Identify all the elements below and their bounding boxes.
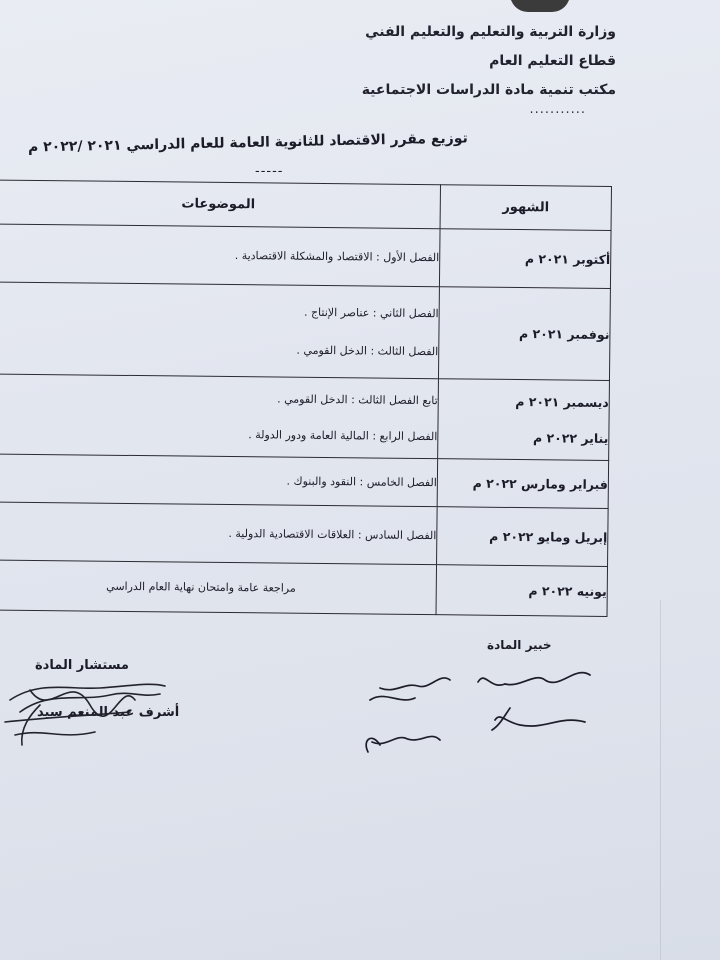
topic-line: الفصل الثاني : عناصر الإنتاج .	[303, 305, 439, 320]
table-row	[0, 454, 609, 508]
topic-cell	[0, 454, 438, 507]
sector-name: قطاع التعليم العام	[489, 53, 616, 69]
expert-title: خبير المادة	[487, 638, 552, 652]
topic-cell	[0, 560, 437, 615]
title-underline: -----	[255, 164, 284, 179]
table-row	[0, 502, 608, 566]
topics-column-header: الموضوعات	[0, 180, 441, 229]
topic-line: الفصل الرابع : المالية العامة ودور الدولة .	[248, 427, 438, 443]
header-dots: ...........	[529, 102, 586, 117]
ministry-name: وزارة التربية والتعليم والتعليم الفني	[365, 24, 616, 40]
emblem-logo	[510, 0, 570, 12]
topic-line: مراجعة عامة وامتحان نهاية العام الدراسي	[106, 579, 296, 595]
office-name: مكتب تنمية مادة الدراسات الاجتماعية	[361, 82, 616, 98]
topic-cell	[0, 502, 437, 565]
topic-line: تابع الفصل الثالث : الدخل القومي .	[277, 392, 438, 407]
document-title: توزيع مقرر الاقتصاد للثانوية العامة للعام الدراسي ٢٠٢١ /٢٠٢٢ م	[28, 130, 469, 156]
month-line: يناير ٢٠٢٢ م	[532, 429, 609, 446]
expert-signature-scribble	[366, 673, 590, 752]
schedule-table	[0, 180, 612, 617]
month-cell: فبراير ومارس ٢٠٢٢ م	[437, 459, 608, 509]
table-row	[0, 560, 608, 616]
month-cell	[438, 379, 610, 461]
paper-fold	[660, 600, 701, 960]
topic-cell	[0, 374, 438, 459]
topic-line: الفصل الثالث : الدخل القومي .	[296, 343, 439, 358]
topic-line: الفصل الخامس : النقود والبنوك .	[286, 474, 437, 490]
table-row	[0, 224, 611, 288]
table-header-row	[0, 180, 611, 230]
month-cell: إبريل ومايو ٢٠٢٢ م	[437, 507, 609, 567]
topic-line: الفصل الأول : الاقتصاد والمشكلة الاقتصادية .	[234, 249, 440, 265]
month-column-header: الشهور	[440, 185, 611, 231]
document-header	[362, 18, 616, 115]
month-cell: نوفمبر ٢٠٢١ م	[438, 287, 610, 381]
month-cell: يونيه ٢٠٢٢ م	[436, 565, 608, 617]
topic-line: الفصل السادس : العلاقات الاقتصادية الدولية .	[228, 527, 437, 543]
advisor-title: مستشار المادة	[35, 658, 129, 673]
topic-cell	[0, 282, 439, 379]
topic-cell	[0, 224, 440, 287]
table-row	[0, 282, 610, 380]
table-row	[0, 374, 609, 460]
advisor-name: أشرف عبد المنعم سيد	[37, 705, 180, 720]
month-cell: أكتوبر ٢٠٢١ م	[439, 229, 611, 289]
month-line: ديسمبر ٢٠٢١ م	[515, 393, 609, 410]
